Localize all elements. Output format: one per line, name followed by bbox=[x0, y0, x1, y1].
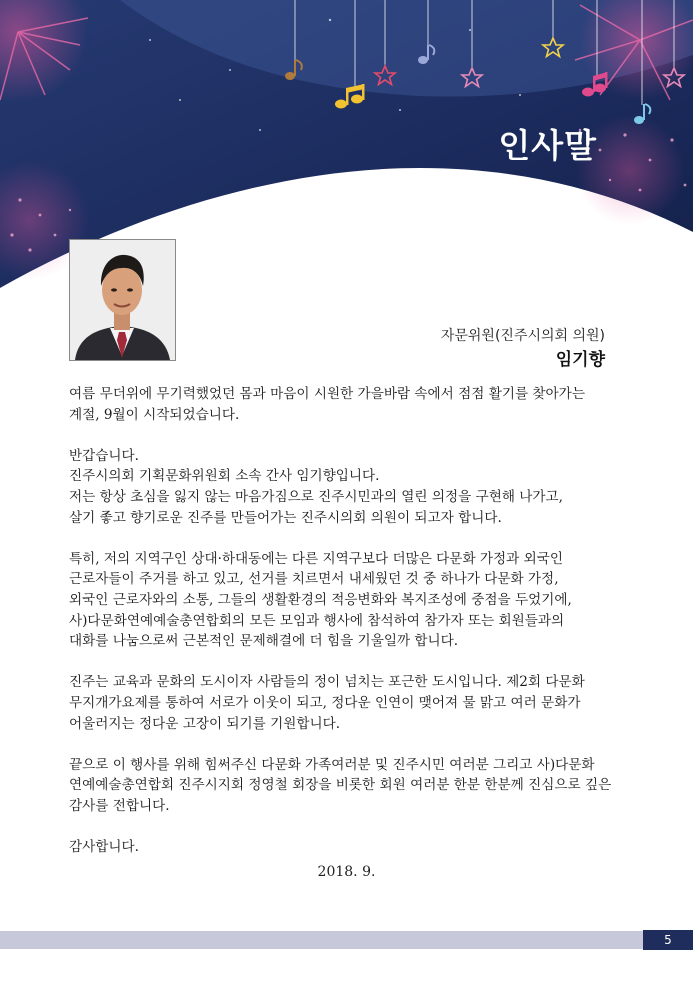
footer-bar bbox=[0, 931, 693, 949]
letter-line: 특히, 저의 지역구인 상대·하대동에는 다른 지역구보다 더많은 다문화 가정과 외국인 bbox=[69, 550, 564, 567]
page-number: 5 bbox=[643, 930, 693, 950]
letter-paragraph bbox=[69, 549, 625, 652]
letter-paragraph bbox=[69, 837, 625, 858]
author-role: 자문위원(진주시의회 의원) bbox=[440, 328, 605, 344]
letter-body bbox=[69, 384, 625, 878]
letter-paragraph bbox=[69, 672, 625, 734]
letter-line: 어울러지는 정다운 고장이 되기를 기원합니다. bbox=[69, 715, 341, 732]
letter-line: 끝으로 이 행사를 위해 힘써주신 다문화 가족여러분 및 진주시민 여러분 그리고 사)다문화 bbox=[69, 756, 595, 773]
author-photo bbox=[69, 239, 176, 361]
letter-line: 여름 무더위에 무기력했었던 몸과 마음이 시원한 가을바람 속에서 점점 활기를 찾아가는 bbox=[69, 386, 585, 402]
letter-paragraph bbox=[69, 755, 625, 817]
letter-line: 진주는 교육과 문화의 도시이자 사람들의 정이 넘치는 포근한 도시입니다. 제2회 다문화 bbox=[69, 674, 585, 691]
letter-line: 외국인 근로자와의 소통, 그들의 생활환경의 적응변화와 복지조성에 중점을 두었기에, bbox=[69, 591, 572, 608]
letter-paragraph bbox=[69, 446, 625, 528]
letter-line: 감사합니다. bbox=[69, 839, 139, 856]
page-title: 인사말 bbox=[498, 126, 597, 165]
letter-line: 대화를 나눔으로써 근본적인 문제해결에 더 힘을 기울일까 합니다. bbox=[69, 633, 459, 650]
letter-date: 2018. 9. bbox=[317, 864, 376, 880]
author-name: 임기향 bbox=[555, 350, 605, 370]
letter-line: 무지개가요제를 통하여 서로가 이웃이 되고, 정다운 인연이 맺어져 물 맑고 여러 문화가 bbox=[69, 694, 581, 711]
letter-line: 살기 좋고 향기로운 진주를 만들어가는 진주시의회 의원이 되고자 합니다. bbox=[69, 509, 502, 526]
letter-line: 반갑습니다. bbox=[69, 447, 139, 464]
letter-paragraph bbox=[69, 384, 625, 425]
letter-line: 계절, 9월이 시작되었습니다. bbox=[69, 406, 240, 423]
letter-line: 연예예술총연합회 진주시지회 정영철 회장을 비롯한 회원 여러분 한분 한분께 진심으로 깊은 bbox=[69, 777, 612, 794]
letter-line: 진주시의회 기획문화위원회 소속 간사 임기향입니다. bbox=[69, 468, 380, 485]
letter-line: 저는 항상 초심을 잃지 않는 마음가짐으로 진주시민과의 열린 의정을 구현해 나가고, bbox=[69, 488, 564, 505]
letter-line: 사)다문화연예예술총연합회의 모든 모임과 행사에 참석하여 참가자 또는 회원들과의 bbox=[69, 612, 565, 629]
letter-line: 감사를 전합니다. bbox=[69, 797, 170, 814]
letter-line: 근로자들이 주거를 하고 있고, 선거를 치르면서 내세웠던 것 중 하나가 다문화 가정, bbox=[69, 571, 559, 588]
